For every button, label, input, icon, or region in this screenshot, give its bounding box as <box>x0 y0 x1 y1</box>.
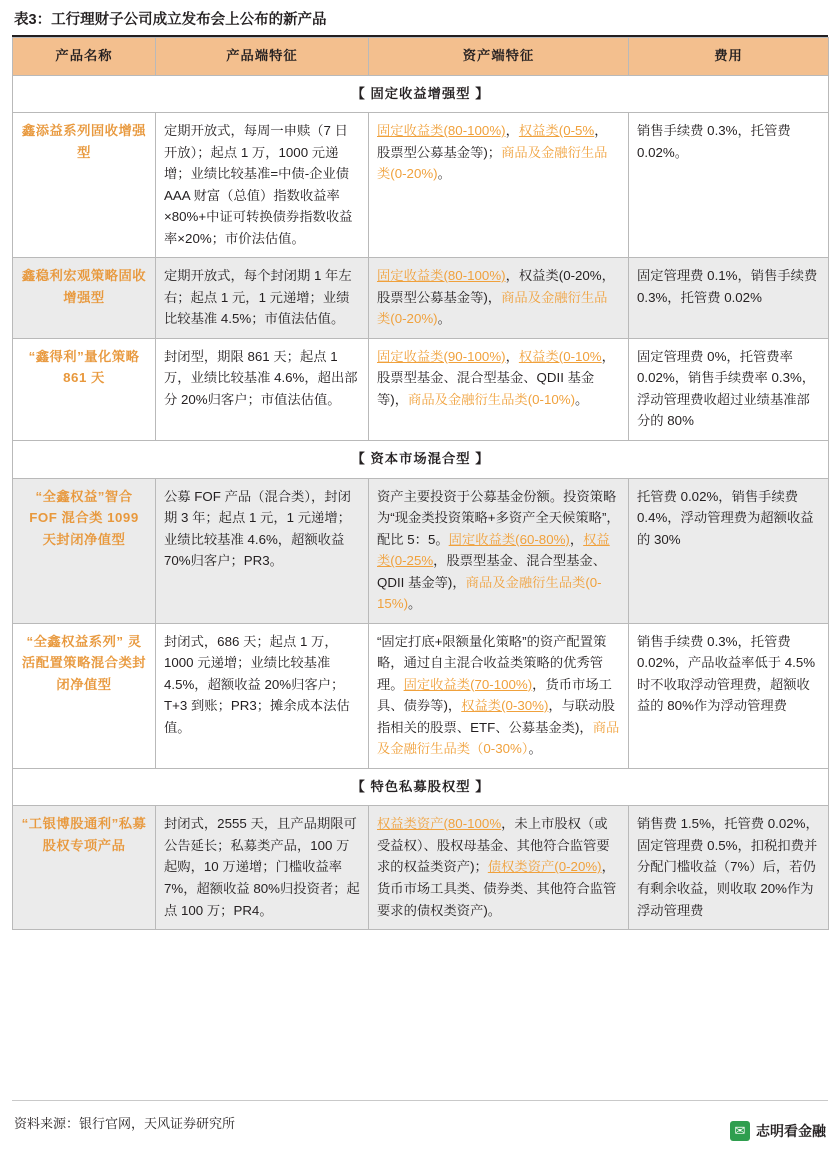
product-name: “全鑫权益”智合 FOF 混合类 1099 天封闭净值型 <box>13 478 156 623</box>
table-row <box>13 113 829 258</box>
asset-features <box>369 258 629 339</box>
section-heading-row <box>13 768 829 806</box>
asset-text-fragment: 。 <box>408 596 422 612</box>
product-features: 定期开放式，每周一申赎（7 日开放）；起点 1 万，1000 元递增；业绩比较基准=中债-企业债 AAA 财富（总值）指数收益率×80%+中证可转换债券指数收益率×20%；市价法估值。 <box>156 113 369 258</box>
asset-text-fragment: 。 <box>528 741 542 757</box>
asset-text-fragment: 债权类资产(0-20%) <box>487 859 602 875</box>
column-header-fee: 费用 <box>629 38 829 76</box>
asset-text-fragment: 权益类(0-10% <box>518 348 602 364</box>
product-features: 封闭型，期限 861 天；起点 1 万，业绩比较基准 4.6%，超出部分 20%归客户；市值法估值。 <box>156 338 369 440</box>
table-header-row <box>13 38 829 76</box>
asset-text-fragment: ，股票型公募基金等)， <box>377 268 615 305</box>
product-table <box>12 37 829 930</box>
asset-text-fragment: 权益类资产(80-100% <box>377 816 502 832</box>
product-name: “鑫得利”量化策略 861 天 <box>13 338 156 440</box>
asset-text-fragment: ， <box>505 123 519 139</box>
product-name: 鑫添益系列固收增强型 <box>13 113 156 258</box>
asset-text-fragment: 。 <box>437 166 451 182</box>
asset-text-fragment: 商品及金融衍生品类（0-30%） <box>377 719 620 757</box>
asset-text-fragment: 资产主要投资于公募基金份额。投资策略为“现金类投资策略+多资产全天候策略”，配比 5：5。 <box>377 488 620 547</box>
asset-text-fragment: ，股票型公募基金等)； <box>377 123 608 160</box>
table-title: 表3：工行理财子公司成立发布会上公布的新产品 <box>14 12 327 28</box>
table-header <box>13 38 829 76</box>
asset-text-fragment: ，股票型基金、混合型基金、QDII 基金等)， <box>377 553 607 590</box>
asset-text-fragment: ， <box>505 348 519 364</box>
asset-text-fragment: 商品及金融衍生品类(0-15%) <box>377 574 602 612</box>
asset-text-fragment: 商品及金融衍生品类(0-10%) <box>408 391 575 407</box>
asset-text-fragment: 固定收益类(80-100%) <box>377 123 506 139</box>
asset-text-fragment: ，股票型基金、混合型基金、QDII 基金等)， <box>377 348 615 407</box>
asset-text-fragment: 固定收益类(80-100%) <box>377 268 506 284</box>
asset-text-fragment: 。 <box>437 311 451 327</box>
asset-text-fragment: “固定打底+限额量化策略”的资产配置策略，通过自主混合收益类策略的优秀管理。 <box>377 633 607 692</box>
table-body <box>13 75 829 930</box>
asset-text-fragment: 权益类(0-30%) <box>461 698 549 714</box>
column-header-asset-features: 资产端特征 <box>369 38 629 76</box>
column-header-product-name: 产品名称 <box>13 38 156 76</box>
column-header-product-features: 产品端特征 <box>156 38 369 76</box>
asset-text-fragment: ， <box>569 531 584 547</box>
footer <box>0 1099 840 1153</box>
wechat-account-name: 志明看金融 <box>756 1125 826 1140</box>
asset-text-fragment: 商品及金融衍生品类(0-20%) <box>377 144 608 182</box>
asset-text-fragment: ，未上市股权（或受益权）、股权母基金、其他符合监管要求的权益类资产)； <box>377 816 610 875</box>
asset-features <box>369 338 629 440</box>
asset-text-fragment: 固定收益类(70-100%) <box>403 676 533 692</box>
asset-features <box>369 478 629 623</box>
section-heading: 【 固定收益增强型 】 <box>13 75 829 113</box>
product-name: 鑫稳利宏观策略固收增强型 <box>13 258 156 339</box>
product-features: 定期开放式，每个封闭期 1 年左右；起点 1 元，1 元递增；业绩比较基准 4.5%；市值法估值。 <box>156 258 369 339</box>
table-row <box>13 478 829 623</box>
asset-text-fragment: 权益类(0-5% <box>518 123 595 139</box>
fee-text: 销售手续费 0.3%，托管费 0.02%，产品收益率低于 4.5%时不收取浮动管理费，超额收益的 80%作为浮动管理费 <box>629 623 829 768</box>
fee-text: 托管费 0.02%，销售手续费 0.4%，浮动管理费为超额收益的 30% <box>629 478 829 623</box>
asset-text-fragment: ，与联动股指相关的股票、ETF、公募基金类)， <box>377 698 615 735</box>
asset-text-fragment: ，货币市场工具类、债券类、其他符合监管要求的债权类资产)。 <box>377 859 617 918</box>
asset-text-fragment: 固定收益类(90-100%) <box>377 348 506 364</box>
section-heading: 【 资本市场混合型 】 <box>13 440 829 478</box>
wechat-icon: ✉ <box>730 1121 750 1141</box>
product-name: “全鑫权益系列” 灵活配置策略混合类封闭净值型 <box>13 623 156 768</box>
table-row <box>13 338 829 440</box>
asset-text-fragment: ，货币市场工具、债券等)， <box>377 676 612 714</box>
product-features: 封闭式，686 天；起点 1 万，1000 元递增；业绩比较基准 4.5%，超额收益 20%归客户；T+3 到账；PR3；摊余成本法估值。 <box>156 623 369 768</box>
asset-features <box>369 113 629 258</box>
section-heading-row <box>13 75 829 113</box>
source-note: 资料来源：银行官网，天风证券研究所 <box>14 1116 236 1131</box>
table-row <box>13 623 829 768</box>
table-row <box>13 258 829 339</box>
fee-text: 固定管理费 0.1%，销售手续费 0.3%，托管费 0.02% <box>629 258 829 339</box>
table-row <box>13 806 829 930</box>
product-features: 公募 FOF 产品（混合类），封闭期 3 年；起点 1 元，1 元递增；业绩比较基准 4.6%，超额收益 70%归客户；PR3。 <box>156 478 369 623</box>
asset-text-fragment: 。 <box>575 391 589 407</box>
section-heading: 【 特色私募股权型 】 <box>13 768 829 806</box>
asset-text-fragment: ，权益类(0-20% <box>505 268 602 284</box>
product-name: “工银博股通利”私募股权专项产品 <box>13 806 156 930</box>
asset-features <box>369 623 629 768</box>
section-heading-row <box>13 440 829 478</box>
asset-text-fragment: 商品及金融衍生品类(0-20%) <box>377 289 608 327</box>
asset-text-fragment: 权益类(0-25% <box>377 531 610 569</box>
fee-text: 固定管理费 0%，托管费率 0.02%，销售手续费率 0.3%，浮动管理费收超过业绩基准部分的 80% <box>629 338 829 440</box>
wechat-account <box>730 1121 826 1141</box>
fee-text: 销售费 1.5%，托管费 0.02%，固定管理费 0.5%，扣税扣费并分配门槛收益（7%）后，若仍有剩余收益，则收取 20%作为浮动管理费 <box>629 806 829 930</box>
asset-text-fragment: 固定收益类(60-80%) <box>448 531 570 547</box>
fee-text: 销售手续费 0.3%，托管费 0.02%。 <box>629 113 829 258</box>
asset-features <box>369 806 629 930</box>
product-features: 封闭式，2555 天，且产品期限可公告延长；私募类产品，100 万起购，10 万递增；门槛收益率 7%，超额收益 80%归投资者；起点 100 万；PR4。 <box>156 806 369 930</box>
